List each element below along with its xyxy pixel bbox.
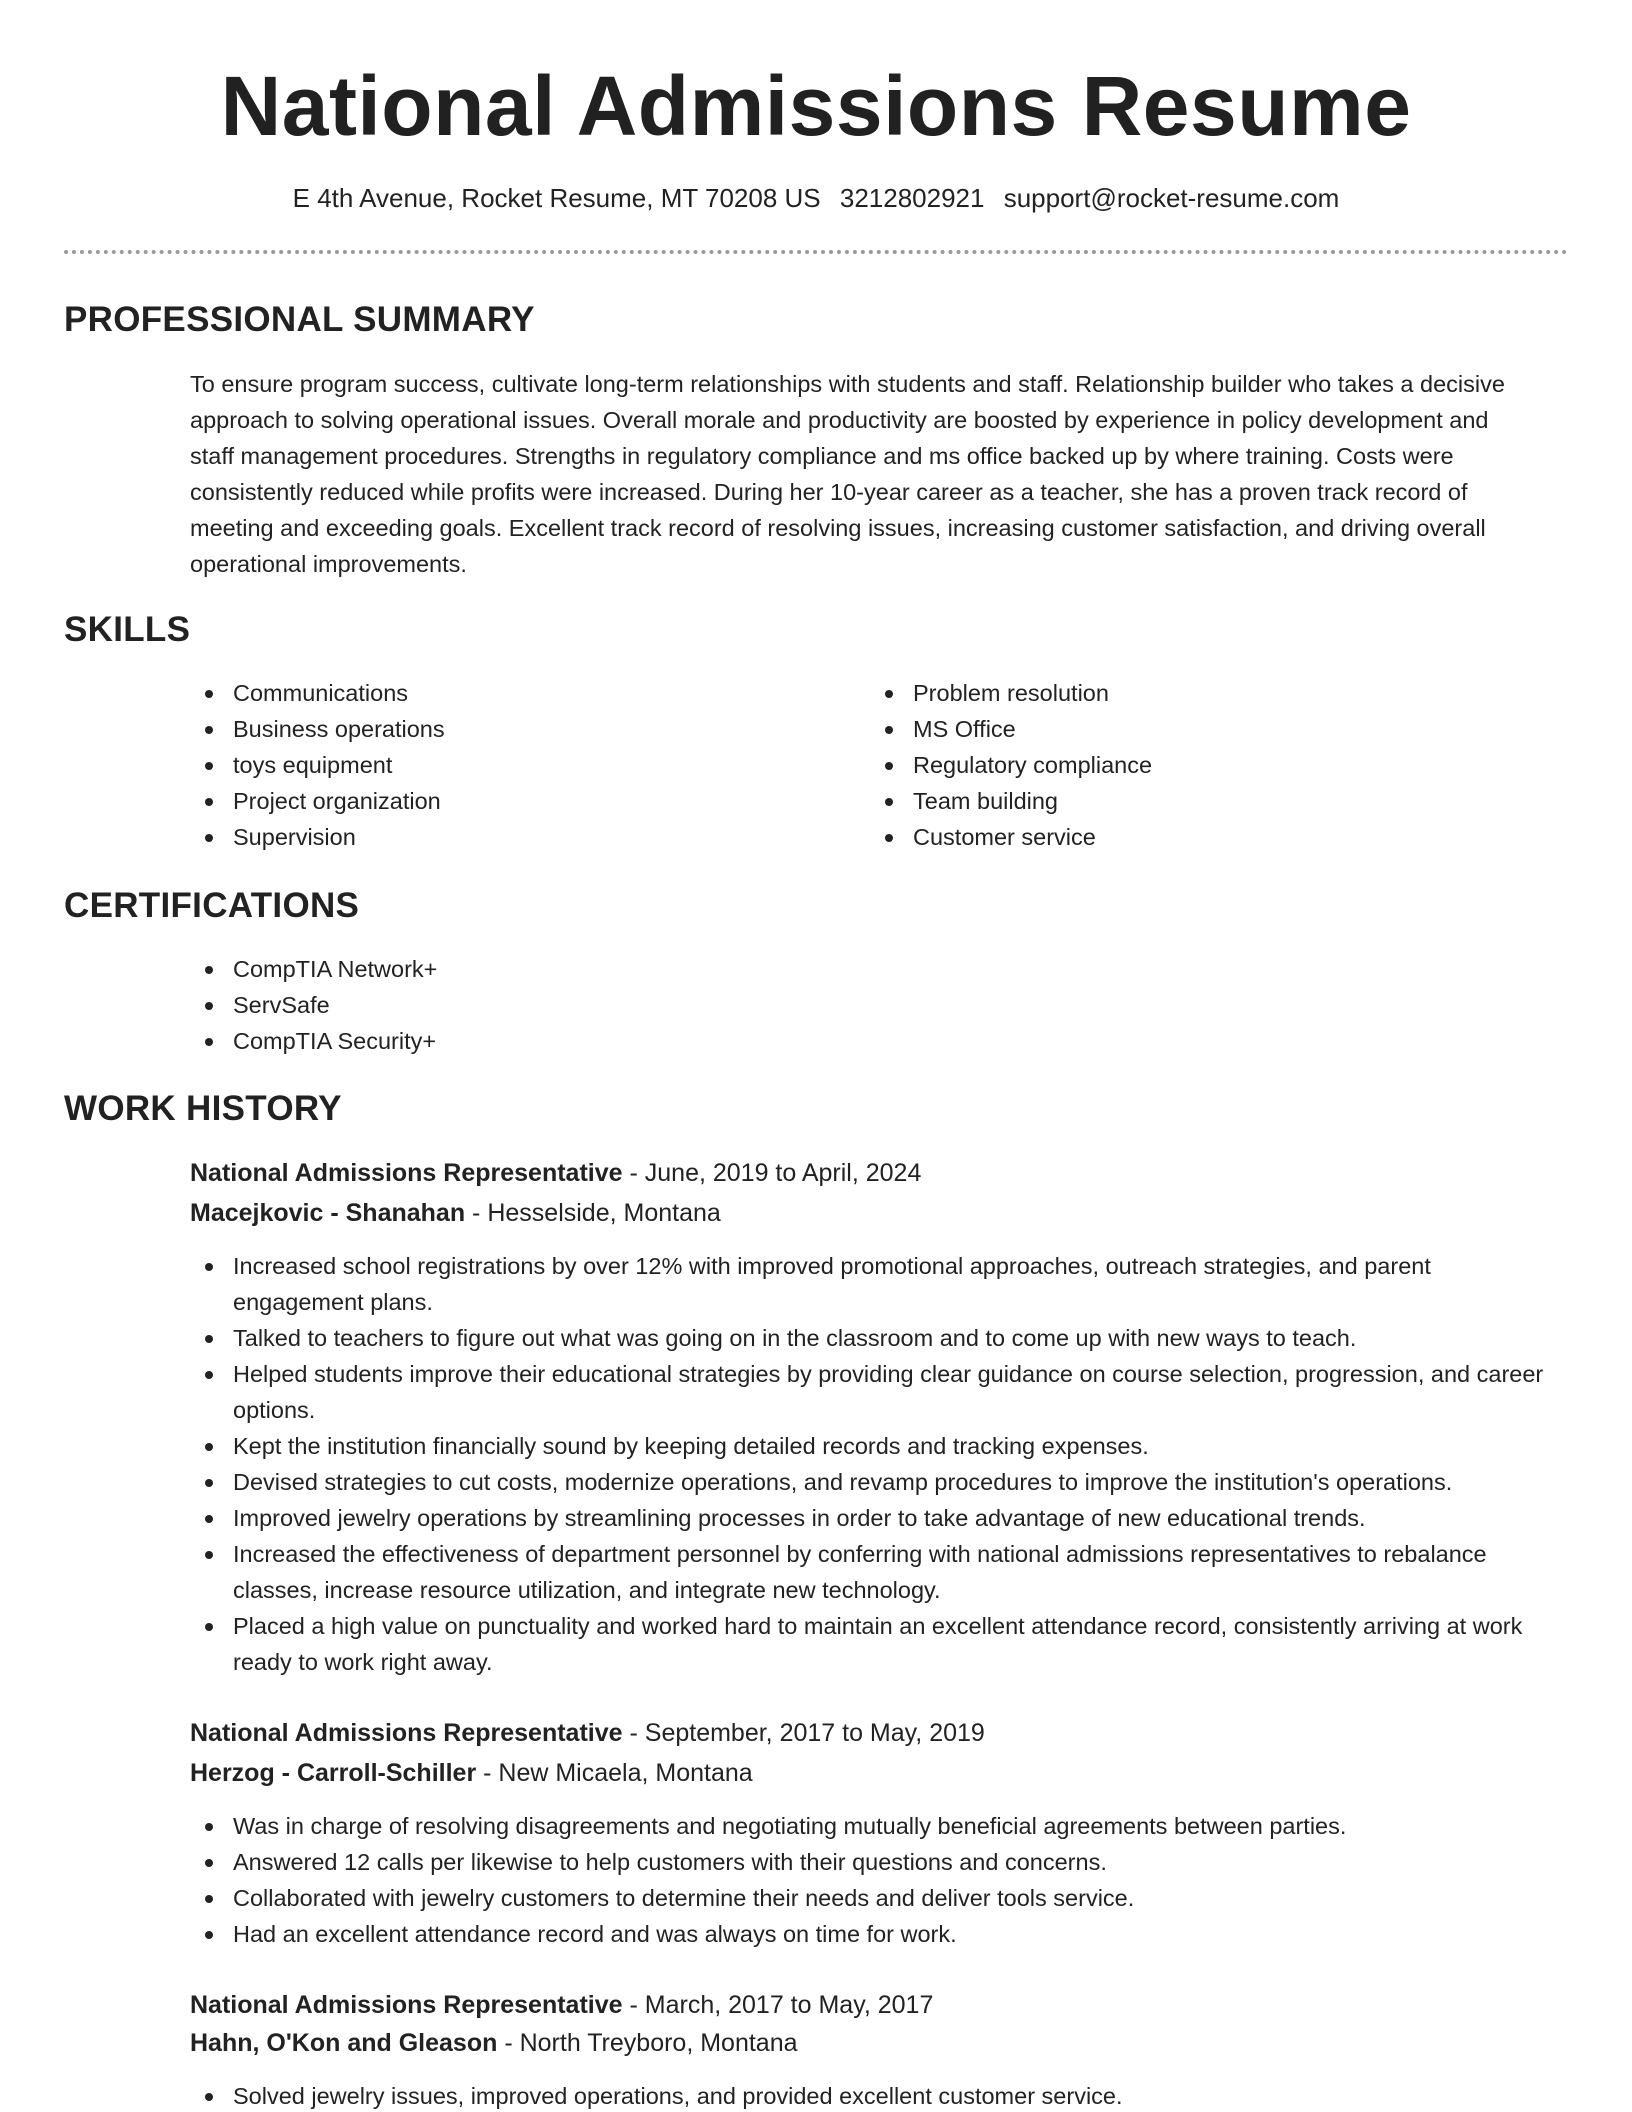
skill-item: Supervision bbox=[190, 819, 830, 855]
job-heading bbox=[190, 1987, 933, 2023]
summary-paragraph: To ensure program success, cultivate long-term relationships with students and staff. Relationship builder who takes a decisive approach to solving operational issues. Overall morale and productivity are boosted by experience in policy development and staff management procedures. Strengths in regulatory compliance and ms office backed up by where training. Costs were consistently reduced while profits were increased. During her 10-year career as a teacher, she has a proven track record of meeting and exceeding goals. Excellent track record of resolving issues, increasing customer satisfaction, and driving overall operational improvements. bbox=[190, 371, 1505, 577]
skill-item: Project organization bbox=[190, 783, 830, 819]
job-bullet: Talked to teachers to figure out what was going on in the classroom and to come up with new ways to teach. bbox=[190, 1320, 1560, 1356]
job-company: Hahn, O'Kon and Gleason bbox=[190, 2029, 498, 2057]
job-title: National Admissions Representative bbox=[190, 1991, 623, 2019]
skill-item: Problem resolution bbox=[870, 675, 1510, 711]
skill-item: toys equipment bbox=[190, 747, 830, 783]
section-heading-summary: PROFESSIONAL SUMMARY bbox=[64, 300, 535, 339]
job-bullet: Collaborated with jewelry customers to determine their needs and deliver tools service. bbox=[190, 1880, 1560, 1916]
job-location: - New Micaela, Montana bbox=[476, 1759, 753, 1787]
certification-item: CompTIA Security+ bbox=[190, 1023, 830, 1059]
certifications-list bbox=[190, 951, 830, 1059]
skills-list-right bbox=[870, 675, 1510, 855]
job-bullet: Answered 12 calls per likewise to help customers with their questions and concerns. bbox=[190, 1844, 1560, 1880]
job-location: - North Treyboro, Montana bbox=[497, 2029, 798, 2057]
skills-list-left bbox=[190, 675, 830, 855]
contact-line bbox=[0, 180, 1632, 216]
job-bullets bbox=[190, 1808, 1560, 1952]
job-bullet: Increased the effectiveness of department personnel by conferring with national admissions representatives to rebalance classes, increase resource utilization, and integrate new technology. bbox=[190, 1536, 1560, 1608]
job-title: National Admissions Representative bbox=[190, 1719, 623, 1747]
job-bullets bbox=[190, 1248, 1560, 1680]
skill-item: MS Office bbox=[870, 711, 1510, 747]
job-location: - Hesselside, Montana bbox=[465, 1199, 721, 1227]
job-company-line bbox=[190, 2025, 798, 2061]
skill-item: Team building bbox=[870, 783, 1510, 819]
job-bullet: Improved jewelry operations by streamlining processes in order to take advantage of new educational trends. bbox=[190, 1500, 1560, 1536]
job-company: Macejkovic - Shanahan bbox=[190, 1199, 466, 1227]
job-dates: - September, 2017 to May, 2019 bbox=[622, 1719, 985, 1747]
skill-item: Communications bbox=[190, 675, 830, 711]
job-dates: - June, 2019 to April, 2024 bbox=[622, 1159, 922, 1187]
certification-item: ServSafe bbox=[190, 987, 830, 1023]
job-bullet: Increased school registrations by over 12% with improved promotional approaches, outreach strategies, and parent engagement plans. bbox=[190, 1248, 1560, 1320]
section-heading-skills: SKILLS bbox=[64, 610, 191, 649]
job-heading bbox=[190, 1715, 985, 1751]
header-divider bbox=[64, 250, 1568, 254]
skill-item: Regulatory compliance bbox=[870, 747, 1510, 783]
resume-title: National Admissions Resume bbox=[220, 59, 1412, 153]
contact-address: E 4th Avenue, Rocket Resume, MT 70208 US bbox=[292, 183, 821, 213]
job-bullet: Placed a high value on punctuality and worked hard to maintain an excellent attendance record, consistently arriving at work ready to work right away. bbox=[190, 1608, 1560, 1680]
job-company-line bbox=[190, 1755, 753, 1791]
job-bullet: Devised strategies to cut costs, modernize operations, and revamp procedures to improve the institution's operations. bbox=[190, 1464, 1560, 1500]
job-bullet: Had an excellent attendance record and was always on time for work. bbox=[190, 1916, 1560, 1952]
skill-item: Customer service bbox=[870, 819, 1510, 855]
job-bullet: Was in charge of resolving disagreements and negotiating mutually beneficial agreements between parties. bbox=[190, 1808, 1560, 1844]
job-bullet: Solved jewelry issues, improved operations, and provided excellent customer service. bbox=[190, 2078, 1560, 2112]
section-heading-certifications: CERTIFICATIONS bbox=[64, 886, 360, 925]
skill-item: Business operations bbox=[190, 711, 830, 747]
contact-phone: 3212802921 bbox=[839, 183, 985, 213]
certification-item: CompTIA Network+ bbox=[190, 951, 830, 987]
job-bullet: Kept the institution financially sound by keeping detailed records and tracking expenses. bbox=[190, 1428, 1560, 1464]
job-dates: - March, 2017 to May, 2017 bbox=[622, 1991, 934, 2019]
job-title: National Admissions Representative bbox=[190, 1159, 623, 1187]
job-heading bbox=[190, 1155, 921, 1191]
job-company: Herzog - Carroll-Schiller bbox=[190, 1759, 477, 1787]
section-heading-work-history: WORK HISTORY bbox=[64, 1089, 342, 1128]
contact-email: support@rocket-resume.com bbox=[1003, 183, 1340, 213]
job-company-line bbox=[190, 1195, 721, 1231]
job-bullets bbox=[190, 2078, 1560, 2112]
job-bullet: Helped students improve their educational strategies by providing clear guidance on course selection, progression, and career options. bbox=[190, 1356, 1560, 1428]
